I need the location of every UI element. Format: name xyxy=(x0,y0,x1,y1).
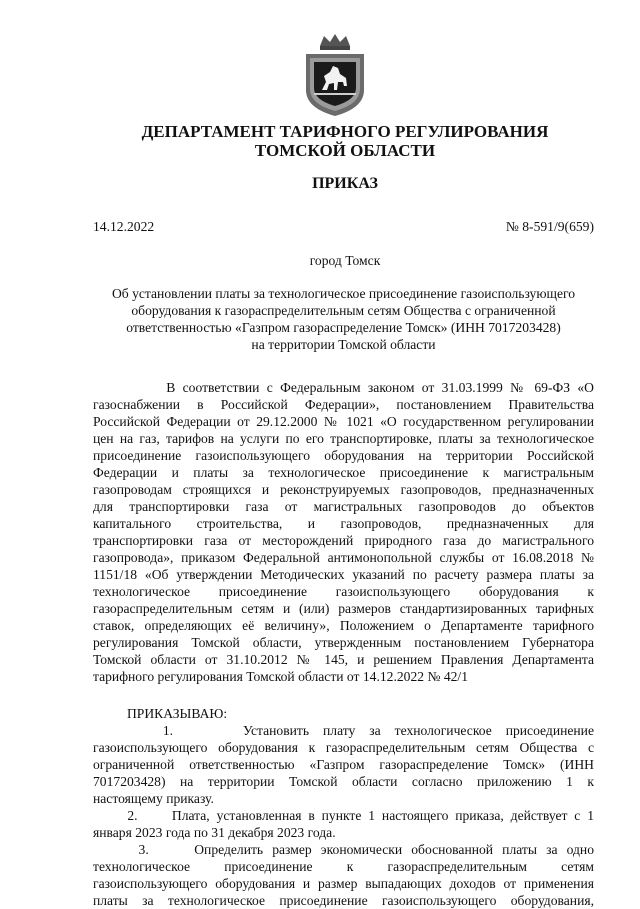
subject-line: Об установлении платы за технологическое присоединение газоиспользующего xyxy=(111,286,576,301)
preamble-line: тарифного регулирования Томской области от 14.12.2022 № 42/1 xyxy=(93,669,468,684)
order-item-line: 2. Плата, установленная в пункте 1 настоящего приказа, действует с 1 xyxy=(93,808,594,823)
preamble-line: газопровода», приказом Федеральной антимонопольной службы от 16.08.2018 № xyxy=(93,550,594,565)
preamble-line: Федерации и платы за технологическое присоединение к магистральным xyxy=(93,465,594,480)
order-item-3 xyxy=(93,841,594,909)
subject-line: оборудования к газораспределительным сетям Общества с ограниченной xyxy=(131,303,556,318)
preamble-line: ставок, определяющих её величину», Положением о Департаменте тарифного xyxy=(93,618,594,633)
order-item-line: 1. Установить плату за технологическое присоединение xyxy=(93,723,594,738)
order-item-line: ограниченной ответственностью «Газпром газораспределение Томск» (ИНН xyxy=(93,757,594,772)
preamble-line: 1151/18 «Об утверждении Методических указаний по расчету размера платы за xyxy=(93,567,594,582)
order-item-line: газоиспользующего оборудования и размер выпадающих доходов от применения xyxy=(93,876,594,891)
preamble-line: транспортировки газа от месторождений природного газа до магистрального xyxy=(93,533,594,548)
order-item-2 xyxy=(93,807,594,841)
preamble-line: цен на газ, тарифов на услуги по его транспортировке, платы за технологическое xyxy=(93,431,594,446)
document-date: 14.12.2022 xyxy=(93,219,155,234)
document-type: ПРИКАЗ xyxy=(312,175,378,192)
order-item-line: газоиспользующего оборудования к газораспределительным сетям Общества с xyxy=(93,740,594,755)
department-name xyxy=(60,122,630,160)
preamble-line: Российской Федерации от 29.12.2000 № 1021 «О государственном регулировании xyxy=(93,414,594,429)
department-name-line2: ТОМСКОЙ ОБЛАСТИ xyxy=(254,141,436,160)
order-item-line: 3. Определить размер экономически обоснованной платы за одно xyxy=(93,842,594,857)
order-item-line: 7017203428) на территории Томской области согласно приложению 1 к xyxy=(93,774,594,789)
document-city: город Томск xyxy=(309,253,381,268)
preamble-line: капитального строительства, и газопроводов, предназначенных для xyxy=(93,516,594,531)
department-name-line1: ДЕПАРТАМЕНТ ТАРИФНОГО РЕГУЛИРОВАНИЯ xyxy=(141,122,549,141)
preamble-line: Томской области от 31.10.2012 № 145, и решением Правления Департамента xyxy=(93,652,594,667)
preamble-line: регулирования Томской области, утвержденным постановлением Губернатора xyxy=(93,635,594,650)
preamble-line: для транспортировки газа от магистральных газопроводов до объектов xyxy=(93,499,594,514)
preamble-line: газораспределительным сетям и (или) размеров стандартизированных тарифных xyxy=(93,601,594,616)
document-subject xyxy=(93,285,594,353)
preamble-line: присоединение газоиспользующего оборудования на территории Российской xyxy=(93,448,594,463)
preamble-line: технологическое присоединение газоиспользующего оборудования к xyxy=(93,584,594,599)
tomsk-region-coat-of-arms-icon xyxy=(300,32,370,118)
preamble-line: газопроводам строящихся и реконструируемых газопроводов, предназначенных xyxy=(93,482,594,497)
preamble-paragraph xyxy=(93,379,594,685)
order-item-line: платы за технологическое присоединение газоиспользующего оборудования, xyxy=(93,893,594,908)
subject-line: ответственностью «Газпром газораспределение Томск» (ИНН 7017203428) xyxy=(126,320,561,335)
document-body xyxy=(93,379,594,909)
order-item-line: настоящему приказу. xyxy=(93,791,214,806)
subject-line: на территории Томской области xyxy=(251,337,436,352)
order-item-1 xyxy=(93,722,594,807)
preamble-line: В соответствии с Федеральным законом от 31.03.1999 № 69-ФЗ «О xyxy=(93,380,594,395)
order-word: ПРИКАЗЫВАЮ: xyxy=(93,706,228,721)
document-number: № 8-591/9(659) xyxy=(505,219,594,234)
order-item-line: января 2023 года по 31 декабря 2023 года. xyxy=(93,825,336,840)
order-item-line: технологическое присоединение к газораспределительным сетям xyxy=(93,859,594,874)
preamble-line: газоснабжении в Российской Федерации», постановлением Правительства xyxy=(93,397,594,412)
